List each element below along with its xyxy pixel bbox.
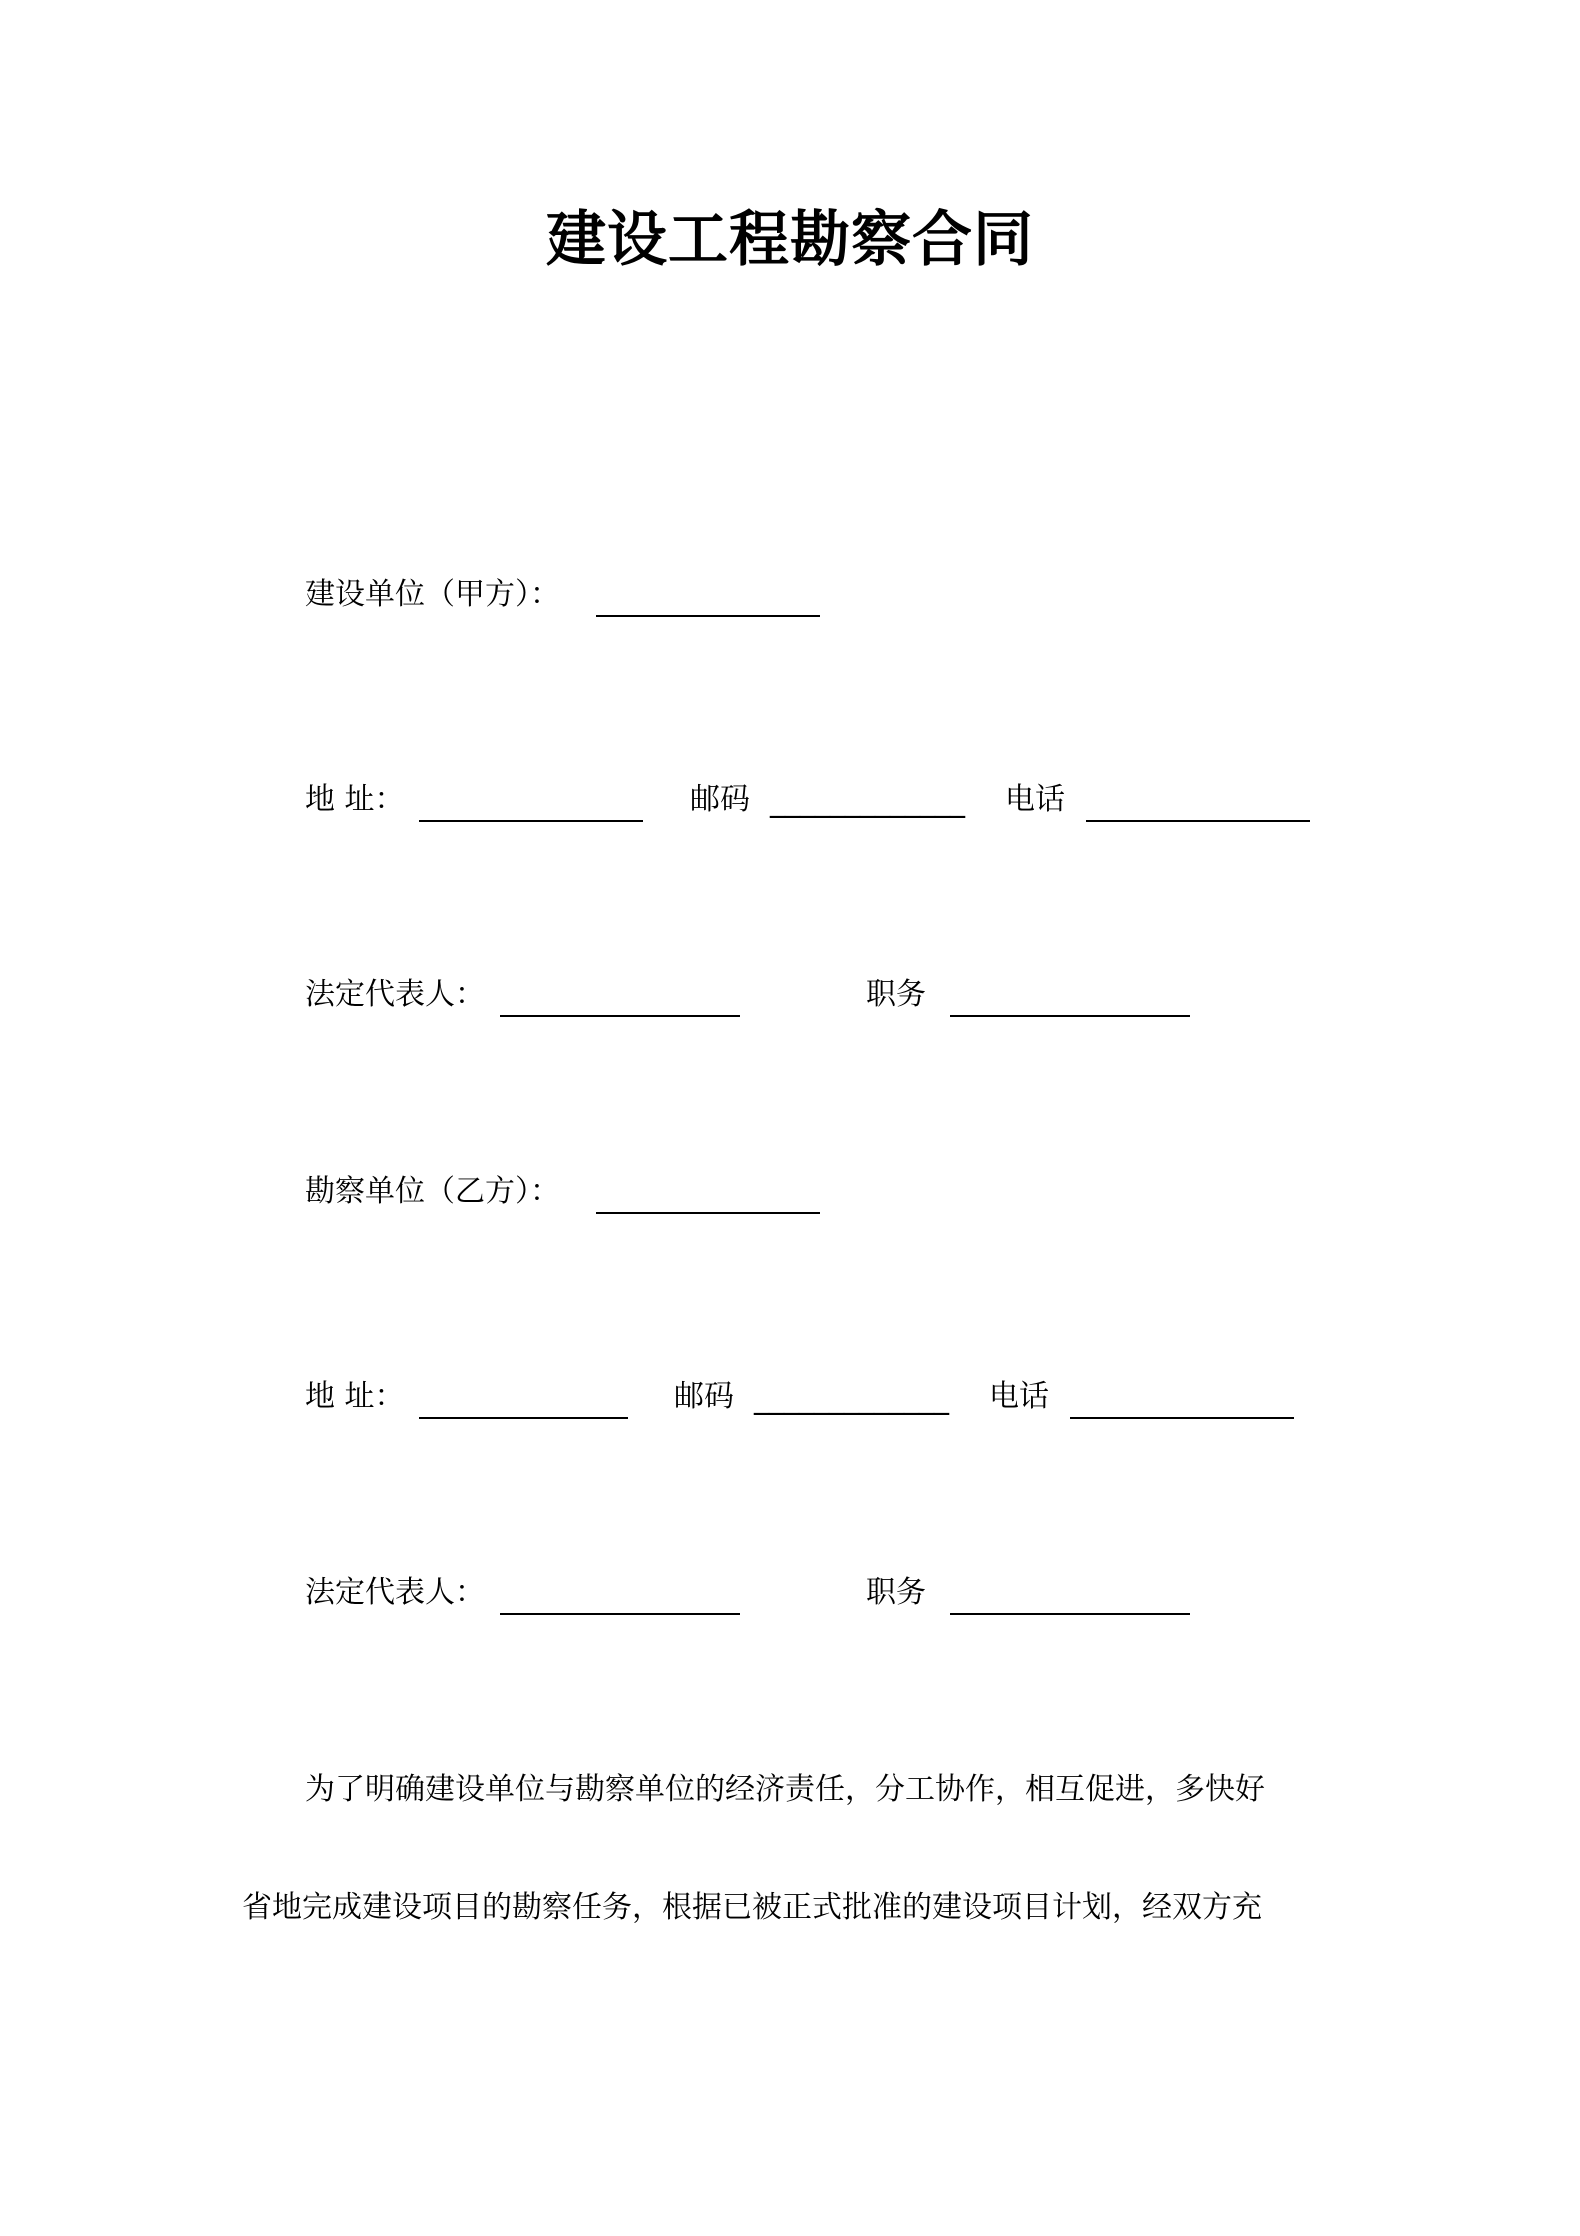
party-b-phone-label: 电话 (989, 1379, 1049, 1414)
party-b-unit-blank[interactable] (596, 1212, 820, 1214)
party-b-address-label: 地 址： (305, 1379, 405, 1414)
party-b-postcode-label: 邮码 (674, 1379, 734, 1414)
party-b-position-label: 职务 (866, 1575, 926, 1610)
party-b-position-blank[interactable] (950, 1613, 1190, 1615)
party-b-unit-row (0, 1172, 1580, 1222)
party-a-address-blank[interactable] (419, 820, 643, 822)
party-a-rep-row (0, 975, 1580, 1025)
party-a-position-label: 职务 (866, 977, 926, 1012)
body-line: 为了明确建设单位与勘察单位的经济责任，分工协作，相互促进，多快好 (305, 1772, 1265, 1807)
party-b-address-blank[interactable] (419, 1417, 628, 1419)
party-a-position-blank[interactable] (950, 1015, 1190, 1017)
body-line: 省地完成建设项目的勘察任务，根据已被正式批准的建设项目计划，经双方充 (242, 1890, 1262, 1925)
party-a-unit-row (0, 575, 1580, 625)
party-b-legal-rep-label: 法定代表人： (305, 1575, 485, 1610)
document-title: 建设工程勘察合同 (546, 205, 1034, 275)
party-b-unit-label: 勘察单位（乙方）： (305, 1174, 560, 1209)
party-a-unit-blank[interactable] (596, 615, 820, 617)
party-b-contact-row (0, 1377, 1580, 1427)
party-b-legal-rep-blank[interactable] (500, 1613, 740, 1615)
party-a-contact-row (0, 780, 1580, 830)
party-a-phone-label: 电话 (1005, 782, 1065, 817)
party-a-legal-rep-label: 法定代表人： (305, 977, 485, 1012)
party-b-phone-blank[interactable] (1070, 1417, 1294, 1419)
party-a-phone-blank[interactable] (1086, 820, 1310, 822)
party-b-postcode-blank[interactable]: _____________ (754, 1381, 949, 1416)
party-a-unit-label: 建设单位（甲方）： (305, 577, 560, 612)
party-a-postcode-blank[interactable]: _____________ (770, 784, 965, 819)
party-a-address-label: 地 址： (305, 782, 405, 817)
party-a-legal-rep-blank[interactable] (500, 1015, 740, 1017)
party-a-postcode-label: 邮码 (690, 782, 750, 817)
party-b-rep-row (0, 1573, 1580, 1623)
